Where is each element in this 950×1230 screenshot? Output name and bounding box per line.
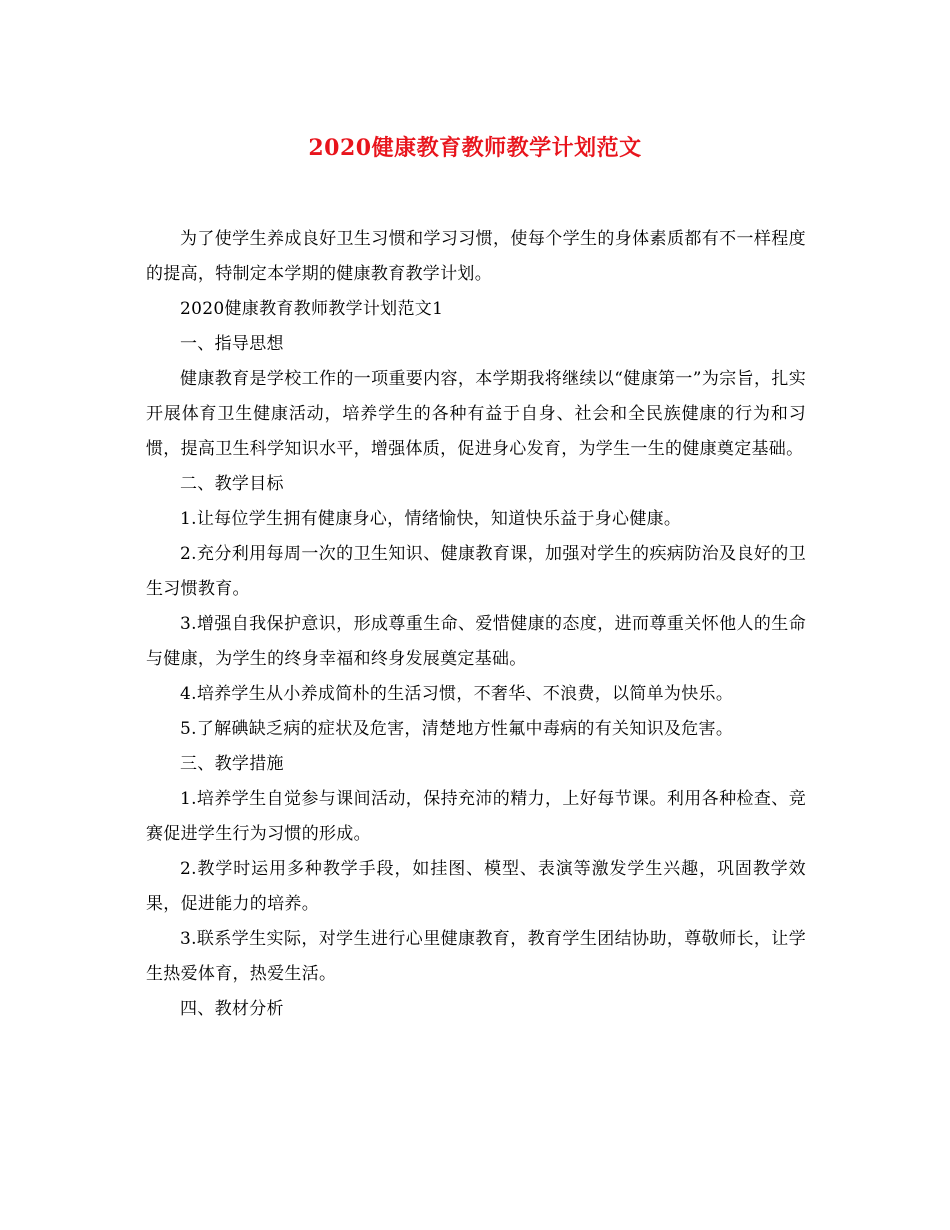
heading-teaching-measures: 三、教学措施 — [180, 754, 284, 774]
heading-material-analysis: 四、教材分析 — [180, 999, 284, 1019]
goal-item: 4.培养学生从小养成简朴的生活习惯，不奢华、不浪费，以简单为快乐。 — [180, 684, 734, 704]
document-title: 2020健康教育教师教学计划范文 — [308, 135, 642, 161]
intro-paragraph: 为了使学生养成良好卫生习惯和学习习惯，使每个学生的身体素质都有不一样程度的提高，特制定本学期的健康教育教学计划。 — [146, 229, 806, 284]
paragraph-guiding-thought: 健康教育是学校工作的一项重要内容，本学期我将继续以“健康第一”为宗旨，扎实开展体育卫生健康活动，培养学生的各种有益于自身、社会和全民族健康的行为和习惯，提高卫生科学知识水平，增强体质，促进身心发育，为学生一生的健康奠定基础。 — [146, 369, 806, 459]
measure-item: 2.教学时运用多种教学手段，如挂图、模型、表演等激发学生兴趣，巩固教学效果，促进能力的培养。 — [146, 859, 806, 914]
goal-item: 5.了解碘缺乏病的症状及危害，清楚地方性氟中毒病的有关知识及危害。 — [180, 719, 734, 739]
measure-item: 3.联系学生实际，对学生进行心里健康教育，教育学生团结协助，尊敬师长，让学生热爱体育，热爱生活。 — [146, 929, 806, 984]
section-subtitle: 2020健康教育教师教学计划范文1 — [180, 299, 444, 319]
heading-guiding-thought: 一、指导思想 — [180, 334, 284, 354]
goal-item: 3.增强自我保护意识，形成尊重生命、爱惜健康的态度，进而尊重关怀他人的生命与健康，为学生的终身幸福和终身发展奠定基础。 — [146, 614, 806, 669]
goal-item: 1.让每位学生拥有健康身心，情绪愉快，知道快乐益于身心健康。 — [180, 509, 682, 529]
heading-teaching-goals: 二、教学目标 — [180, 474, 284, 494]
measure-item: 1.培养学生自觉参与课间活动，保持充沛的精力，上好每节课。利用各种检查、竞赛促进学生行为习惯的形成。 — [146, 789, 806, 844]
document-body — [146, 222, 806, 1027]
goal-item: 2.充分利用每周一次的卫生知识、健康教育课，加强对学生的疾病防治及良好的卫生习惯教育。 — [146, 544, 806, 599]
